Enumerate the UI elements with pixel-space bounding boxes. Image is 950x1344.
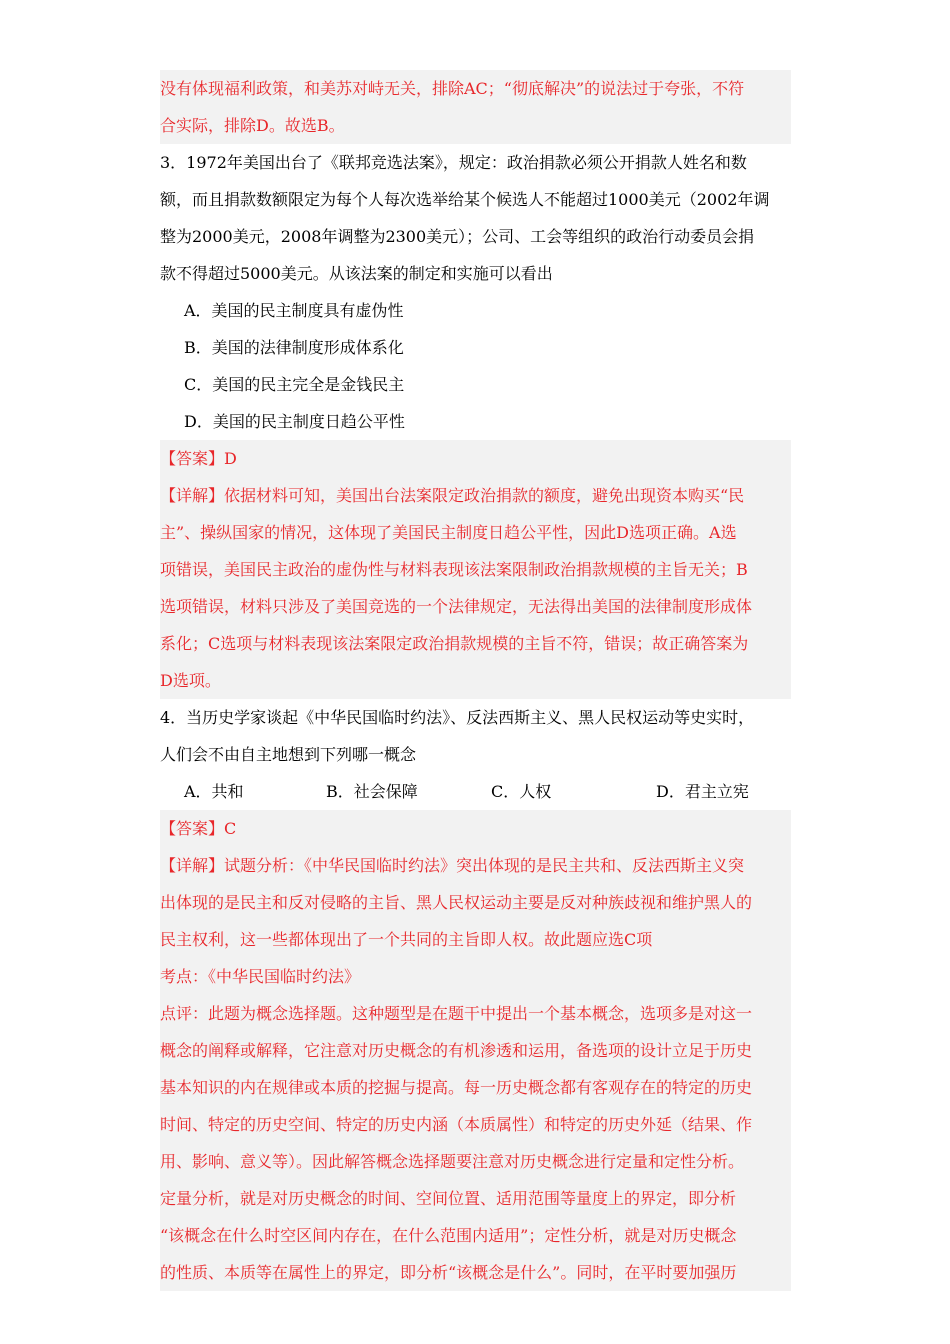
question-4-options [160,773,791,810]
document-page [160,70,791,1291]
question-3-line: 3．1972年美国出台了《联邦竞选法案》，规定：政治捐款必须公开捐款人姓名和数 [160,153,747,172]
question-3-explanation-line: 【详解】依据材料可知，美国出台法案限定政治捐款的额度，避免出现资本购买“民 [160,486,745,505]
question-4-answer-block [160,810,791,1291]
question-3-answer-block [160,440,791,699]
question-4-explanation-line: 【详解】试题分析：《中华民国临时约法》突出体现的是民主共和、反法西斯主义突 [160,856,745,875]
question-3-option-b: B．美国的法律制度形成体系化 [184,338,404,357]
question-4-comment-line: 的性质、本质等在属性上的界定，即分析“该概念是什么”。同时，在平时要加强历 [160,1263,737,1282]
question-4-option-b: B．社会保障 [326,782,418,801]
question-4-line: 4．当历史学家谈起《中华民国临时约法》、反法西斯主义、黑人民权运动等史实时， [160,708,755,727]
question-3-option-a: A．美国的民主制度具有虚伪性 [184,301,404,320]
question-4-explanation-line: 民主权利，这一些都体现出了一个共同的主旨即人权。故此题应选C项 [160,930,653,949]
prev-explanation-line: 没有体现福利政策，和美苏对峙无关，排除AC；“彻底解决”的说法过于夸张，不符 [160,79,745,98]
question-3-explanation-line: 主”、操纵国家的情况，这体现了美国民主制度日趋公平性，因此D选项正确。A选 [160,523,737,542]
question-4-line: 人们会不由自主地想到下列哪一概念 [160,745,417,764]
question-3-line: 款不得超过5000美元。从该法案的制定和实施可以看出 [160,264,553,283]
question-4-stem [160,699,791,773]
question-4-comment-line: 用、影响、意义等）。因此解答概念选择题要注意对历史概念进行定量和定性分析。 [160,1152,745,1171]
question-4-comment-line: 时间、特定的历史空间、特定的历史内涵（本质属性）和特定的历史外延（结果、作 [160,1115,753,1134]
question-4-comment-line: 定量分析，就是对历史概念的时间、空间位置、适用范围等量度上的界定，即分析 [160,1189,737,1208]
question-4-answer: 【答案】C [160,819,237,838]
question-4-comment-line: 概念的阐释或解释，它注意对历史概念的有机渗透和运用，备选项的设计立足于历史 [160,1041,753,1060]
prev-explanation-line: 合实际，排除D。故选B。 [160,116,345,135]
question-4-comment-line: 点评：此题为概念选择题。这种题型是在题干中提出一个基本概念，选项多是对这一 [160,1004,753,1023]
question-4-option-d: D．君主立宪 [656,782,749,801]
question-3-explanation-line: D选项。 [160,671,221,690]
question-4-comment-line: 基本知识的内在规律或本质的挖掘与提高。每一历史概念都有客观存在的特定的历史 [160,1078,753,1097]
question-3-line: 整为2000美元，2008年调整为2300美元）；公司、工会等组织的政治行动委员会捐 [160,227,755,246]
question-3-option-c: C．美国的民主完全是金钱民主 [184,375,405,394]
question-3-stem [160,144,791,292]
prev-explanation-block [160,70,791,144]
question-4-comment-line: “该概念在什么时空区间内存在，在什么范围内适用”；定性分析，就是对历史概念 [160,1226,737,1245]
question-3-explanation-line: 系化；C选项与材料表现该法案限定政治捐款规模的主旨不符，错误；故正确答案为 [160,634,749,653]
question-3-explanation-line: 项错误，美国民主政治的虚伪性与材料表现该法案限制政治捐款规模的主旨无关；B [160,560,748,579]
question-3-option-d: D．美国的民主制度日趋公平性 [184,412,405,431]
question-4-option-a: A．共和 [184,782,244,801]
question-3-explanation-line: 选项错误，材料只涉及了美国竞选的一个法律规定，无法得出美国的法律制度形成体 [160,597,753,616]
question-4-option-c: C．人权 [491,782,552,801]
question-3-line: 额，而且捐款数额限定为每个人每次选举给某个候选人不能超过1000美元（2002年调 [160,190,770,209]
question-3-options [160,292,791,440]
question-3-answer: 【答案】D [160,449,237,468]
question-4-knowledge-point: 考点：《中华民国临时约法》 [160,967,361,986]
question-4-explanation-line: 出体现的是民主和反对侵略的主旨、黑人民权运动主要是反对种族歧视和维护黑人的 [160,893,753,912]
